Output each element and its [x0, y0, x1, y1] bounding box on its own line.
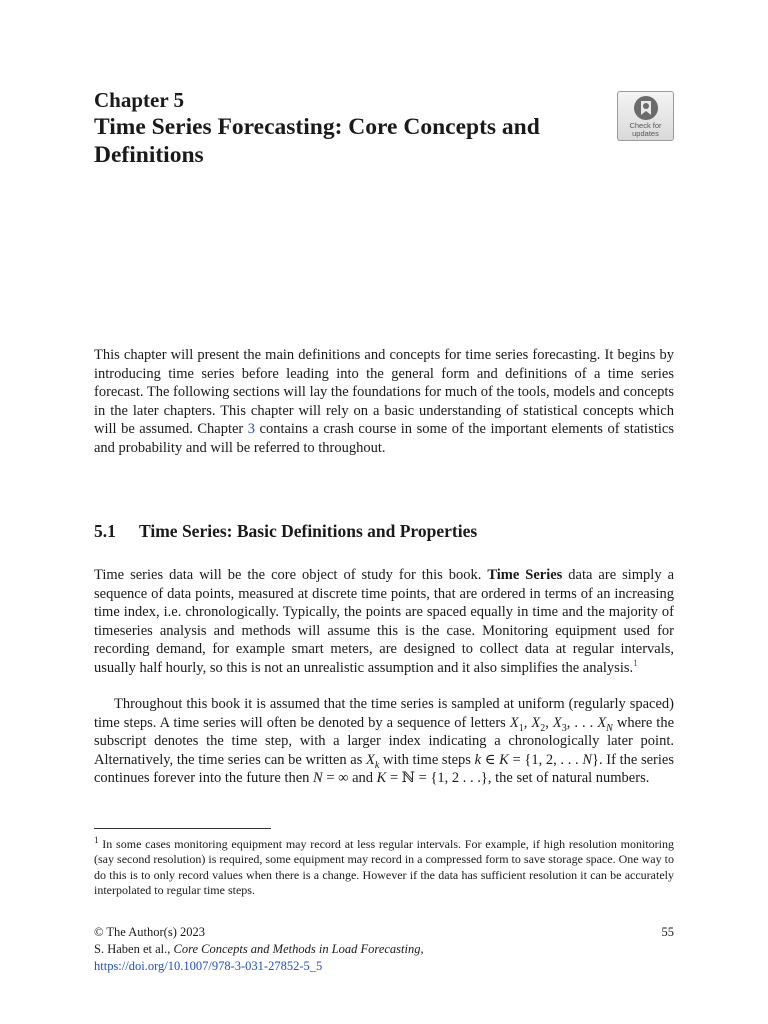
- badge-text: [618, 122, 673, 138]
- book-title: Core Concepts and Methods in Load Forecasting: [173, 942, 421, 956]
- p2-text-3: with time steps: [379, 751, 475, 768]
- p1-bold-term: Time Series: [487, 567, 563, 583]
- intro-text-2: contains a crash course in some of the important elements of statistics and probability and will be referred to throughout.: [94, 421, 674, 456]
- p2-sep-3: , . . .: [566, 714, 598, 731]
- chapter-3-link[interactable]: 3: [247, 421, 256, 438]
- badge-text-line2: updates: [632, 129, 659, 138]
- page-number: 55: [661, 925, 674, 939]
- footnote-1: [94, 837, 674, 899]
- math-k: k: [474, 751, 482, 768]
- p2-text-2: where the subscript denotes the time step, with a larger index indicating a chronologically later point. Alternatively, the time series can be written as: [94, 714, 675, 768]
- math-sub: 1: [518, 722, 524, 734]
- p2-text-1: Throughout this book it is assumed that the time series is sampled at uniform (regularly spaced) time steps. A time series will often be denoted by a sequence of letters: [94, 696, 674, 731]
- footnote-divider: [94, 828, 271, 829]
- chapter-title: Time Series Forecasting: Core Concepts and Definitions: [94, 114, 540, 168]
- p2-text-7: = ∞ and: [322, 770, 377, 787]
- section-number: 5.1: [94, 521, 116, 541]
- math-sub: N: [606, 722, 613, 734]
- math-n: N: [313, 770, 323, 787]
- book-page: [94, 0, 674, 1024]
- math-k-set: K: [499, 751, 509, 768]
- doi-line: [94, 958, 322, 975]
- p1-text-1: Time series data will be the core object of study for this book.: [94, 567, 488, 583]
- footnote-text: In some cases monitoring equipment may record at less regular intervals. For example, if high resolution monitoring (say second resolution) is required, some equipment may record in a compressed form to save storage space. One way to do this is to only record values when there is a change. However if the data has sufficient resolution it can be accurately interpolated to regular time steps.: [94, 837, 674, 898]
- math-x: X: [366, 751, 375, 768]
- math-sub: 2: [540, 722, 546, 734]
- citation-comma: ,: [420, 942, 424, 956]
- badge-text-line1: Check for: [629, 121, 662, 130]
- math-k-set: K: [376, 770, 387, 787]
- paragraph-1: [94, 566, 674, 678]
- chapter-label: Chapter 5: [94, 88, 185, 112]
- intro-text-1: This chapter will present the main definitions and concepts for time series forecasting. It begins by introducing time series before leading into the general form and definitions of a time series forecast. The following sections will lay the foundations for much of the tools, models and concepts in the later chapters. This chapter will rely on a basic understanding of statistical concepts which will be assumed. Chapter: [94, 347, 675, 438]
- math-n: N: [582, 751, 592, 768]
- p2-sep-2: ,: [545, 714, 553, 731]
- intro-paragraph: [94, 346, 674, 458]
- p2-text-8: = ℕ = {1, 2 . . .}, the set of natural numbers.: [386, 770, 650, 787]
- check-for-updates-badge[interactable]: [617, 91, 674, 141]
- p1-text-2: data are simply a sequence of data points, measured at discrete time points, that are ordered in terms of an increasing time index, i.e. chronologically. Typically, the points are spaced equally in time and the majority of timeseries analysis and methods will assume this is the case. Monitoring equipment used for recording demand, for example smart meters, are designed to collect data at regular intervals, usually half hourly, so this is not an unrealistic assumption and it also simplifies the analysis.: [94, 567, 675, 676]
- section-title: Time Series: Basic Definitions and Properties: [139, 521, 478, 541]
- citation: [94, 941, 424, 958]
- section-heading: [94, 521, 477, 542]
- footnote-1-link[interactable]: 1: [633, 658, 638, 669]
- doi-link[interactable]: https://doi.org/10.1007/978-3-031-27852-5_5: [94, 959, 323, 973]
- p2-text-4: ∈: [481, 751, 500, 768]
- copyright: © The Author(s) 2023: [94, 925, 205, 939]
- math-x: X: [531, 714, 541, 731]
- p2-sep-1: ,: [523, 714, 532, 731]
- p2-text-6: }. If the series continues forever into the future then: [94, 751, 674, 787]
- footnote-mark: 1: [94, 835, 99, 845]
- paragraph-2: [94, 695, 674, 788]
- math-x: X: [597, 714, 607, 731]
- math-sub: k: [374, 759, 380, 771]
- check-for-updates-icon: [633, 95, 659, 121]
- citation-authors: S. Haben et al.,: [94, 942, 174, 956]
- math-x: X: [552, 714, 562, 731]
- math-x: X: [509, 714, 519, 731]
- math-sub: 3: [561, 722, 567, 734]
- p2-text-5: = {1, 2, . . .: [508, 751, 583, 768]
